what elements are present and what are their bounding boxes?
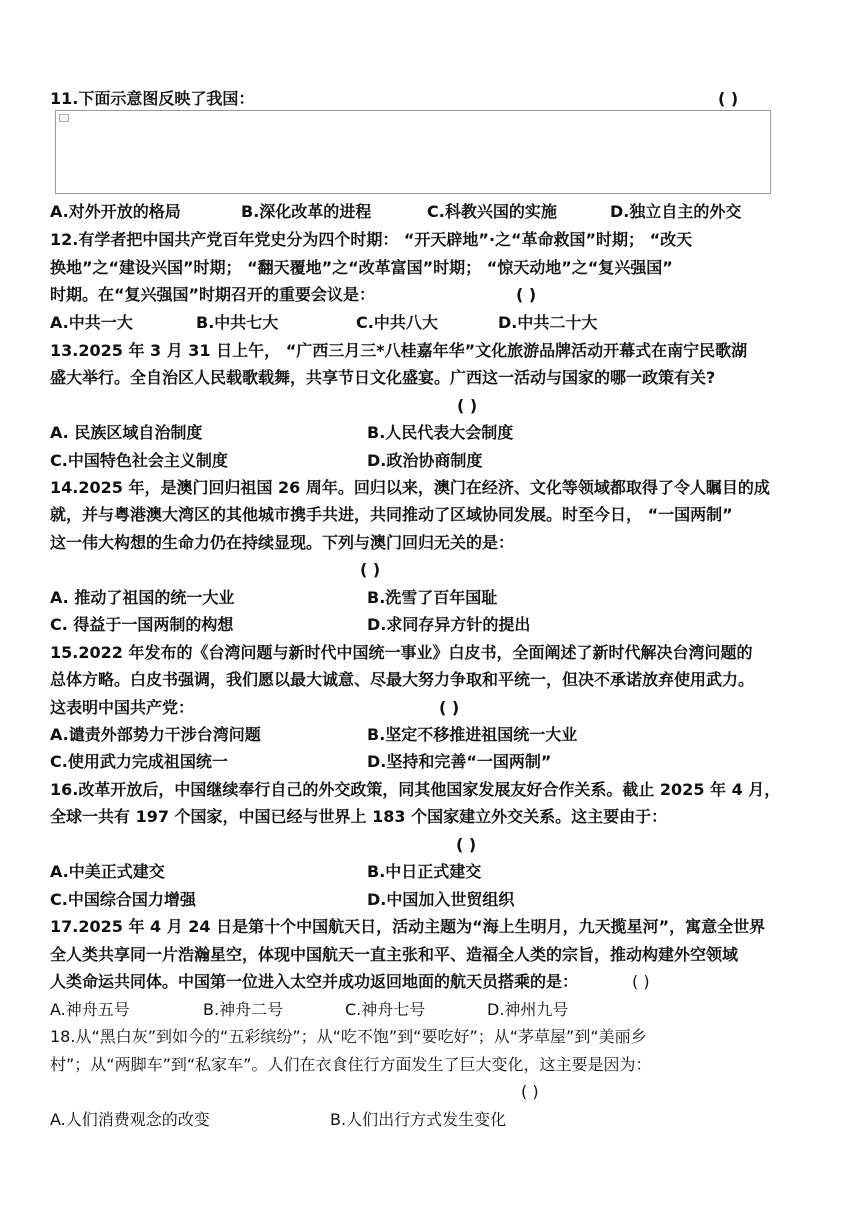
q11-option-b: B.深化改革的进程 [241,202,372,221]
q16-option-b: B.中日正式建交 [367,862,482,881]
q14-option-b: B.洗雪了百年国耻 [367,588,498,607]
q11-answer-paren: ( ) [718,89,739,108]
q14-option-d: D.求同存异方针的提出 [367,615,531,634]
q15-option-c: C.使用武力完成祖国统一 [50,752,228,771]
q12-option-a: A.中共一大 [50,313,133,332]
q12-answer-paren: ( ) [516,285,537,304]
q14-stem-line-2: 就，并与粤港澳大湾区的其他城市携手共进，共同推动了区域协同发展。时至今日， “一国两制” [50,505,733,524]
q15-option-b: B.坚定不移推进祖国统一大业 [367,725,578,744]
q15-option-a: A.谴责外部势力干涉台湾问题 [50,725,261,744]
q12-stem-line-2: 换地”之“建设兴国”时期； “翻天覆地”之“改革富国”时期； “惊天动地”之“复兴强国” [50,258,673,277]
q13-option-d: D.政治协商制度 [367,451,483,470]
q17-stem-line-2: 全人类共享同一片浩瀚星空，体现中国航天一直主张和平、造福全人类的宗旨，推动构建外空领域 [50,945,739,964]
q13-answer-paren: ( ) [457,396,478,415]
q15-stem-line-2: 总体方略。白皮书强调，我们愿以最大诚意、尽最大努力争取和平统一，但决不承诺放弃使用武力。 [50,670,755,689]
q17-answer-paren: ( ) [632,972,650,991]
q17-stem-line-3: 人类命运共同体。中国第一位进入太空并成功返回地面的航天员搭乘的是： [50,972,579,991]
q14-option-c: C. 得益于一国两制的构想 [50,615,234,634]
q11-option-a: A.对外开放的格局 [50,202,181,221]
broken-image-icon [59,114,69,122]
q18-answer-paren: ( ) [521,1082,539,1101]
q17-option-c: C.神舟七号 [345,1000,426,1019]
q13-stem-line-1: 13.2025 年 3 月 31 日上午， “广西三月三*八桂嘉年华”文化旅游品牌活动开幕式在南宁民歌湖 [50,341,748,360]
q15-stem-line-1: 15.2022 年发布的《台湾问题与新时代中国统一事业》白皮书，全面阐述了新时代解决台湾问题的 [50,643,753,662]
q14-stem-line-3: 这一伟大构想的生命力仍在持续显现。下列与澳门回归无关的是： [50,533,515,552]
q16-option-c: C.中国综合国力增强 [50,890,196,909]
q13-option-a: A. 民族区域自治制度 [50,423,203,442]
q11-option-d: D.独立自主的外交 [610,202,742,221]
q14-answer-paren: ( ) [360,560,381,579]
q17-stem-line-1: 17.2025 年 4 月 24 日是第十个中国航天日，活动主题为“海上生明月，九天揽星河”，寓意全世界 [50,917,766,936]
q11-stem: 11.下面示意图反映了我国： [50,89,255,108]
q16-stem-line-1: 16.改革开放后，中国继续奉行自己的外交政策，同其他国家发展友好合作关系。截止 2025 年 4 月， [50,780,781,799]
q12-option-d: D.中共二十大 [498,313,598,332]
q12-option-b: B.中共七大 [196,313,279,332]
q18-option-a: A.人们消费观念的改变 [50,1110,210,1129]
q14-stem-line-1: 14.2025 年，是澳门回归祖国 26 周年。回归以来，澳门在经济、文化等领域都取得了令人瞩目的成 [50,478,770,497]
q16-option-a: A.中美正式建交 [50,862,165,881]
q16-stem-line-2: 全球一共有 197 个国家，中国已经与世界上 183 个国家建立外交关系。这主要由于： [50,807,668,826]
q15-option-d: D.坚持和完善“一国两制” [367,752,552,771]
q12-stem-line-1: 12.有学者把中国共产党百年党史分为四个时期： “开天辟地”·之“革命救国”时期； “改天 [50,230,693,249]
q17-option-a: A.神舟五号 [50,1000,130,1019]
q17-option-b: B.神舟二号 [203,1000,284,1019]
q11-option-c: C.科教兴国的实施 [427,202,557,221]
q18-stem-line-1: 18.从“黑白灰”到如今的“五彩缤纷”；从“吃不饱”到“要吃好”；从“茅草屋”到“美丽乡 [50,1027,647,1046]
q16-option-d: D.中国加入世贸组织 [367,890,515,909]
q16-answer-paren: ( ) [456,835,477,854]
q14-option-a: A. 推动了祖国的统一大业 [50,588,235,607]
q13-stem-line-2: 盛大举行。全自治区人民载歌载舞，共享节日文化盛宴。广西这一活动与国家的哪一政策有关? [50,368,716,387]
q15-answer-paren: ( ) [439,698,460,717]
q12-option-c: C.中共八大 [356,313,438,332]
q17-option-d: D.神州九号 [487,1000,569,1019]
q18-stem-line-2: 村”；从“两脚车”到“私家车”。人们在衣食住行方面发生了巨大变化，这主要是因为： [50,1055,652,1074]
q11-diagram-placeholder [55,110,771,194]
q18-option-b: B.人们出行方式发生变化 [330,1110,507,1129]
q13-option-b: B.人民代表大会制度 [367,423,514,442]
q13-option-c: C.中国特色社会主义制度 [50,451,228,470]
q12-stem-line-3: 时期。在“复兴强国”时期召开的重要会议是： [50,285,376,304]
q15-stem-line-3: 这表明中国共产党： [50,698,195,717]
